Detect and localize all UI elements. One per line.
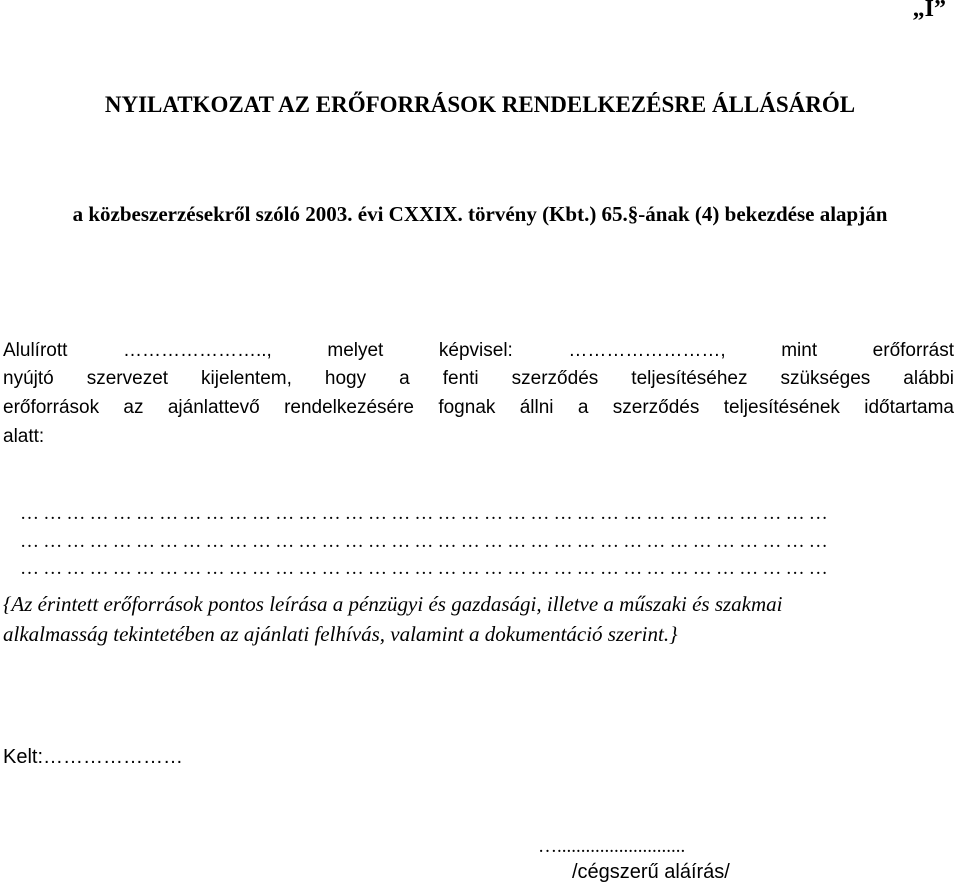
declaration-line-4: alatt:: [3, 426, 45, 447]
dotted-line-2: ……………………………………………………………………………………………: [20, 531, 832, 552]
declaration-line-1: Alulírott ………………….., melyet képvisel: ……………………, mint erőforrást: [3, 340, 954, 361]
annex-label: „I”: [912, 0, 946, 22]
signature-label: /cégszerű aláírás/: [572, 861, 730, 883]
date-field: Kelt:…………………: [3, 746, 184, 768]
declaration-line-2: nyújtó szervezet kijelentem, hogy a fenti szerződés teljesítéséhez szükséges alábbi: [3, 368, 954, 389]
document-subtitle: a közbeszerzésekről szóló 2003. évi CXXIX. törvény (Kbt.) 65.§-ának (4) bekezdése alapján: [72, 202, 888, 226]
dotted-line-1: ……………………………………………………………………………………………: [20, 503, 832, 524]
instruction-line-2: alkalmasság tekintetében az ajánlati felhívás, valamint a dokumentáció szerint.}: [3, 622, 678, 646]
signature-line: …...........................: [538, 836, 686, 857]
document-title: NYILATKOZAT AZ ERŐFORRÁSOK RENDELKEZÉSRE ÁLLÁSÁRÓL: [104, 92, 856, 117]
dotted-line-3: ……………………………………………………………………………………………: [20, 558, 832, 579]
declaration-line-3: erőforrások az ajánlattevő rendelkezésére fognak állni a szerződés teljesítésének időtartama: [3, 397, 954, 418]
instruction-line-1: {Az érintett erőforrások pontos leírása a pénzügyi és gazdasági, illetve a műszaki és szakmai: [3, 592, 783, 616]
